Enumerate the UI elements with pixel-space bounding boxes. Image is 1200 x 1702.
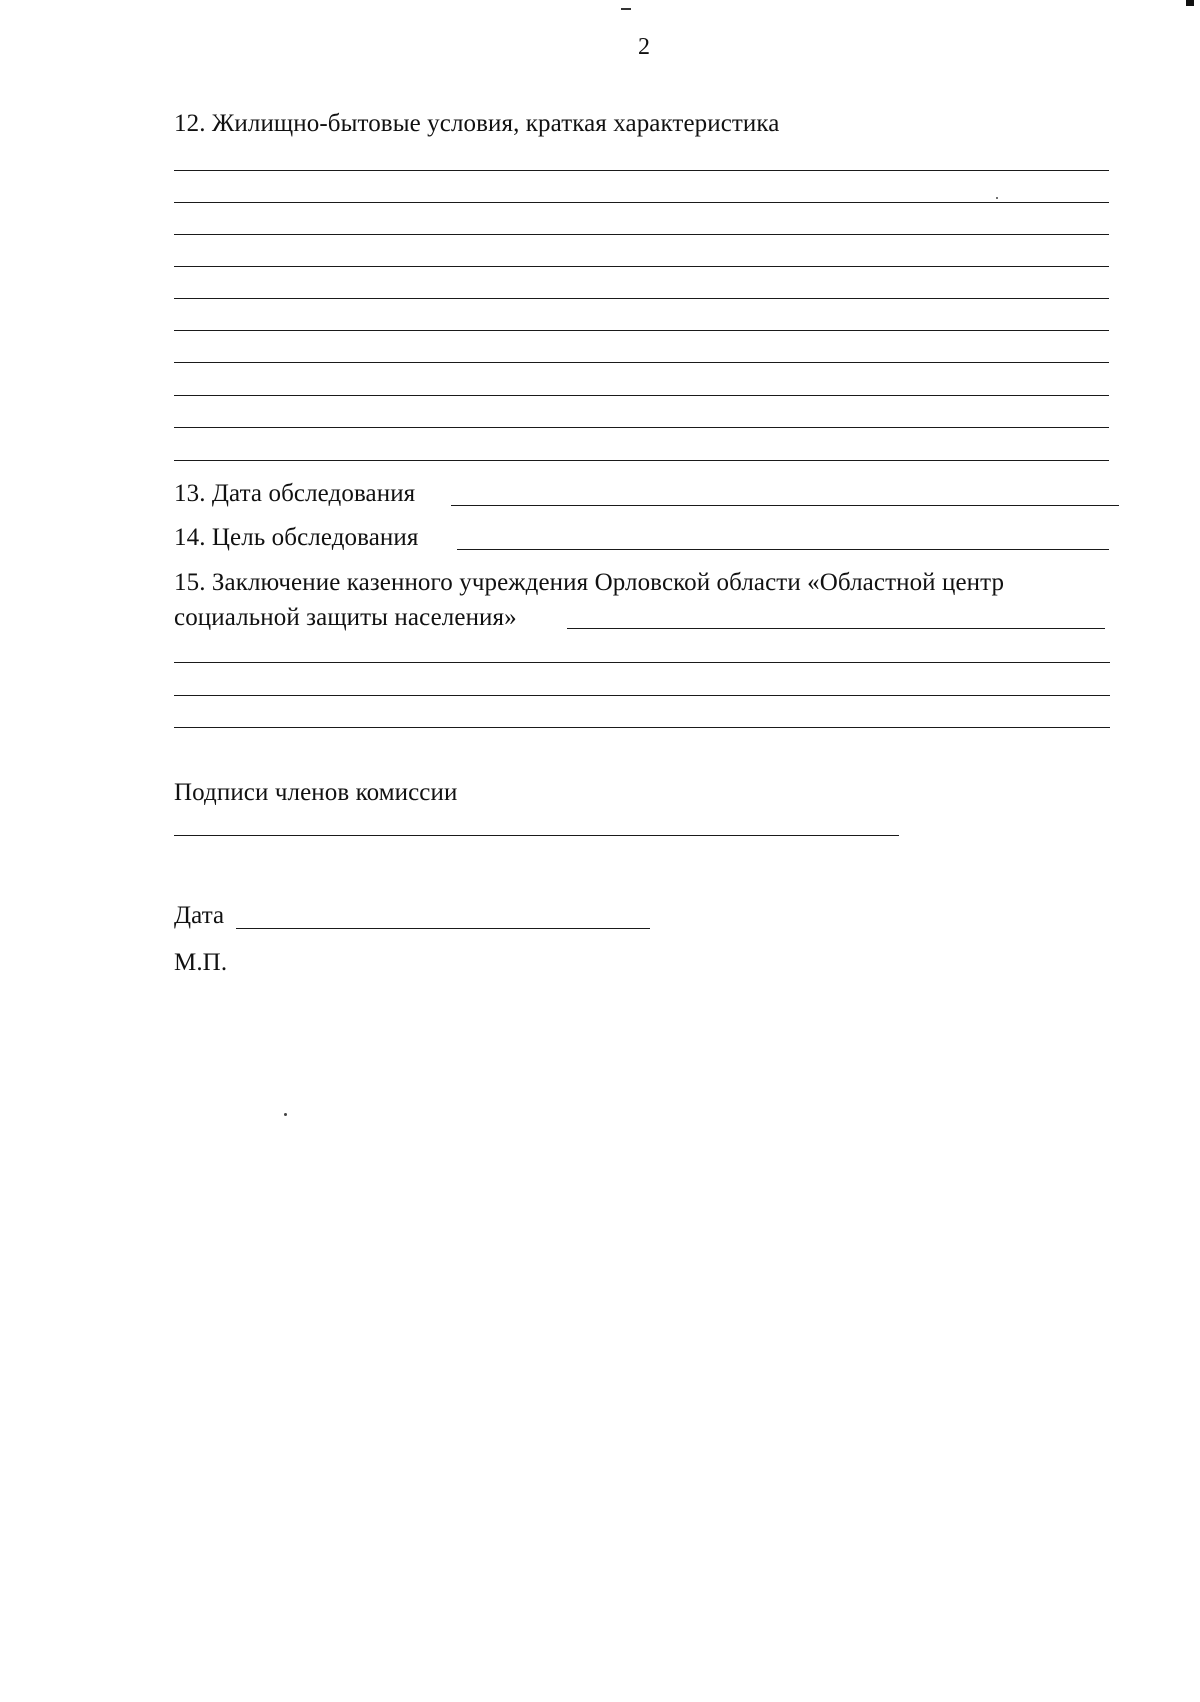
item12-line-8[interactable] [174, 395, 1109, 396]
signatures-line[interactable] [174, 835, 899, 836]
item15-line-2[interactable] [174, 695, 1110, 696]
item12-line-9[interactable] [174, 427, 1109, 428]
item12-line-3[interactable] [174, 234, 1109, 235]
item13-label: 13. Дата обследования [174, 480, 416, 507]
item12-line-6[interactable] [174, 330, 1109, 331]
date-line[interactable] [236, 928, 650, 929]
item13-answer-line[interactable] [451, 505, 1119, 506]
scan-corner-mark [1186, 0, 1194, 6]
date-label: Дата [174, 902, 225, 929]
scan-top-dash [621, 8, 631, 10]
item12-line-5[interactable] [174, 298, 1109, 299]
scan-speck [284, 1113, 287, 1116]
item14-label: 14. Цель обследования [174, 524, 419, 551]
scan-speck [996, 197, 998, 199]
item15-line-1[interactable] [174, 662, 1110, 663]
item12-line-1[interactable] [174, 170, 1109, 171]
item12-label: 12. Жилищно-бытовые условия, краткая характеристика [174, 110, 780, 137]
item15-label-line2: социальной защиты населения» [174, 604, 517, 631]
signatures-label: Подписи членов комиссии [174, 779, 458, 806]
item15-label-line1: 15. Заключение казенного учреждения Орловской области «Областной центр [174, 569, 1005, 596]
item15-answer-line-inline[interactable] [567, 628, 1105, 629]
item14-answer-line[interactable] [457, 549, 1109, 550]
item12-line-7[interactable] [174, 362, 1109, 363]
item12-line-4[interactable] [174, 266, 1109, 267]
page-number: 2 [638, 34, 650, 60]
item12-line-10[interactable] [174, 460, 1109, 461]
item12-line-2[interactable] [174, 202, 1109, 203]
item15-line-3[interactable] [174, 727, 1110, 728]
stamp-label: М.П. [174, 949, 228, 976]
